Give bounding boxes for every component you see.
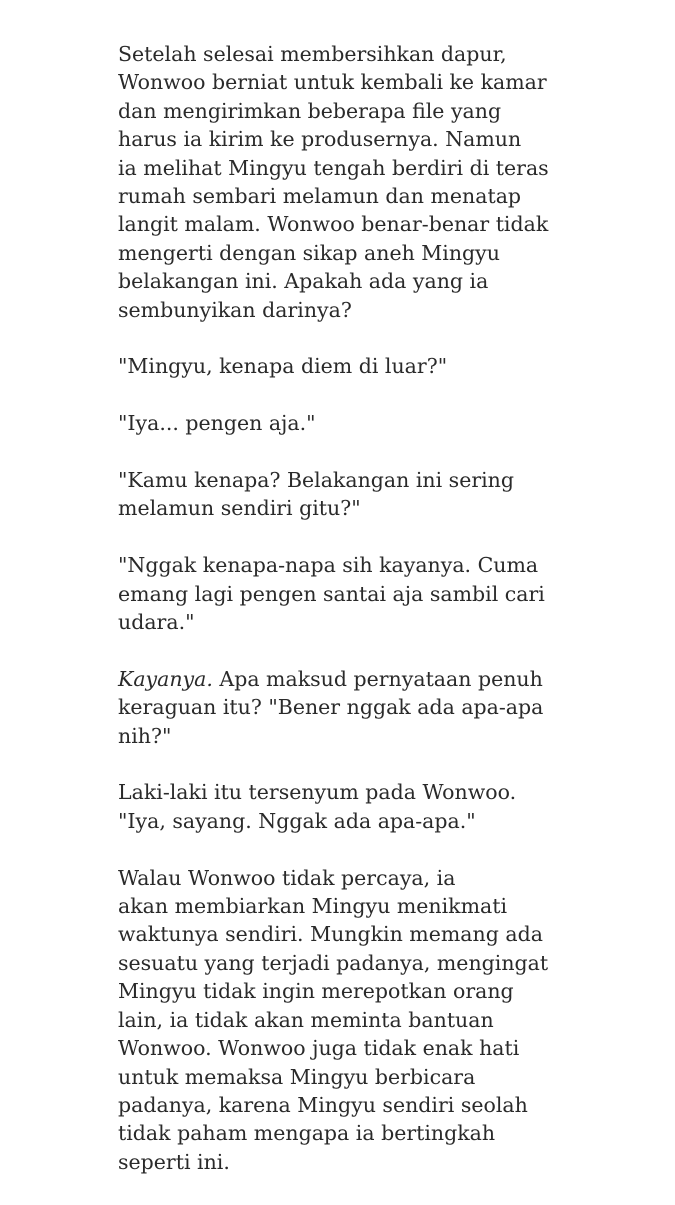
paragraph-4	[118, 466, 548, 523]
text-line: rumah sembari melamun dan menatap	[118, 184, 522, 209]
text-line: emang lagi pengen santai aja sambil cari	[118, 581, 545, 606]
text-line	[118, 665, 548, 693]
text-line: Laki-laki itu tersenyum pada Wonwoo.	[118, 780, 517, 805]
text-line: untuk memaksa Mingyu berbicara	[118, 1064, 476, 1089]
paragraph-1	[118, 40, 548, 324]
text-line: lain, ia tidak akan meminta bantuan	[118, 1007, 494, 1032]
story-text	[118, 40, 548, 1205]
paragraph-7	[118, 778, 548, 835]
text-line: "Nggak kenapa-napa sih kayanya. Cuma	[118, 553, 539, 578]
text-line: ia melihat Mingyu tengah berdiri di teras	[118, 155, 549, 180]
text-line: nih?"	[118, 723, 172, 748]
text-line: mengerti dengan sikap aneh Mingyu	[118, 240, 500, 265]
text-line: udara."	[118, 610, 195, 635]
paragraph-5	[118, 551, 548, 636]
text-line: sembunyikan darinya?	[118, 297, 352, 322]
text-line: "Mingyu, kenapa diem di luar?"	[118, 354, 448, 379]
paragraph-2	[118, 352, 548, 380]
text-line: waktunya sendiri. Mungkin memang ada	[118, 922, 543, 947]
text-line: tidak paham mengapa ia bertingkah	[118, 1121, 496, 1146]
text-line: seperti ini.	[118, 1149, 230, 1174]
text-line: akan membiarkan Mingyu menikmati	[118, 894, 508, 919]
text-line: sesuatu yang terjadi padanya, mengingat	[118, 950, 549, 975]
text-line: "Iya... pengen aja."	[118, 411, 316, 436]
text-line: dan mengirimkan beberapa file yang	[118, 98, 502, 123]
text-line: belakangan ini. Apakah ada yang ia	[118, 269, 489, 294]
text-line: Wonwoo. Wonwoo juga tidak enak hati	[118, 1036, 520, 1061]
paragraph-6	[118, 665, 548, 750]
text-line: Walau Wonwoo tidak percaya, ia	[118, 865, 456, 890]
text-line: harus ia kirim ke produsernya. Namun	[118, 127, 522, 152]
text-span: Apa maksud pernyataan penuh	[212, 666, 543, 691]
text-line: Wonwoo berniat untuk kembali ke kamar	[118, 70, 547, 95]
text-line: Mingyu tidak ingin merepotkan orang	[118, 979, 514, 1004]
italic-emphasis: Kayanya.	[118, 666, 213, 691]
text-line: keraguan itu? "Bener nggak ada apa-apa	[118, 695, 544, 720]
text-line: langit malam. Wonwoo benar-benar tidak	[118, 212, 549, 237]
text-line: "Iya, sayang. Nggak ada apa-apa."	[118, 808, 476, 833]
text-line: padanya, karena Mingyu sendiri seolah	[118, 1092, 528, 1117]
paragraph-3	[118, 409, 548, 437]
text-line: melamun sendiri gitu?"	[118, 496, 361, 521]
paragraph-8	[118, 864, 548, 1176]
text-line: "Kamu kenapa? Belakangan ini sering	[118, 468, 515, 493]
text-line: Setelah selesai membersihkan dapur,	[118, 42, 507, 66]
